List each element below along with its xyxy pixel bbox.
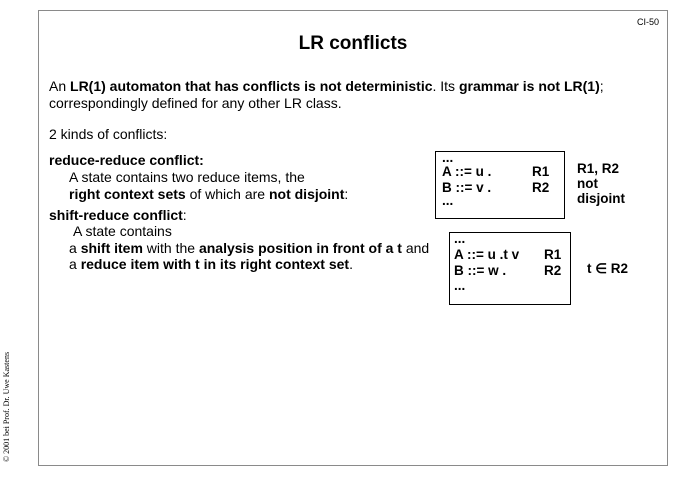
rr-side-2: not bbox=[577, 176, 598, 191]
sr-line-2: a shift item with the analysis position in front of a t and bbox=[69, 240, 430, 256]
rr-item-2-set: R2 bbox=[532, 180, 550, 195]
intro-line-2: correspondingly defined for any other LR class. bbox=[49, 95, 342, 111]
rr-item-2: B ::= v . bbox=[442, 180, 492, 195]
rr-state-box bbox=[435, 151, 565, 219]
sr-line-1: A state contains bbox=[73, 223, 172, 239]
sr-item-2: B ::= w . bbox=[454, 263, 507, 278]
sr-dots-top: ... bbox=[454, 231, 466, 246]
rr-dots-bottom: ... bbox=[442, 193, 454, 208]
copyright: © 2001 bei Prof. Dr. Uwe Kastens bbox=[2, 351, 11, 462]
sr-item-2-set: R2 bbox=[544, 263, 562, 278]
sr-dots-bottom: ... bbox=[454, 278, 466, 293]
sr-heading: shift-reduce conflict: bbox=[49, 207, 187, 223]
sr-state-box bbox=[449, 232, 571, 305]
rr-line-2: right context sets of which are not disjoint: bbox=[69, 186, 349, 202]
rr-item-1-set: R1 bbox=[532, 164, 550, 179]
rr-side-3: disjoint bbox=[577, 191, 625, 206]
rr-line-1: A state contains two reduce items, the bbox=[69, 169, 305, 185]
rr-heading: reduce-reduce conflict: bbox=[49, 152, 204, 168]
slide-title: LR conflicts bbox=[298, 33, 408, 54]
sr-item-1: A ::= u .t v bbox=[454, 247, 520, 262]
slide bbox=[38, 10, 668, 466]
kinds-line: 2 kinds of conflicts: bbox=[49, 126, 168, 142]
intro-line-1: An LR(1) automaton that has conflicts is not deterministic. Its grammar is not LR(1); bbox=[49, 78, 604, 94]
sr-side: t ∈ R2 bbox=[587, 261, 629, 276]
sr-item-1-set: R1 bbox=[544, 247, 562, 262]
rr-side-1: R1, R2 bbox=[577, 161, 620, 176]
page-id: CI-50 bbox=[636, 17, 659, 27]
sr-line-3: a reduce item with t in its right context set. bbox=[69, 256, 353, 272]
rr-dots-top: ... bbox=[442, 150, 454, 165]
rr-item-1: A ::= u . bbox=[442, 164, 492, 179]
